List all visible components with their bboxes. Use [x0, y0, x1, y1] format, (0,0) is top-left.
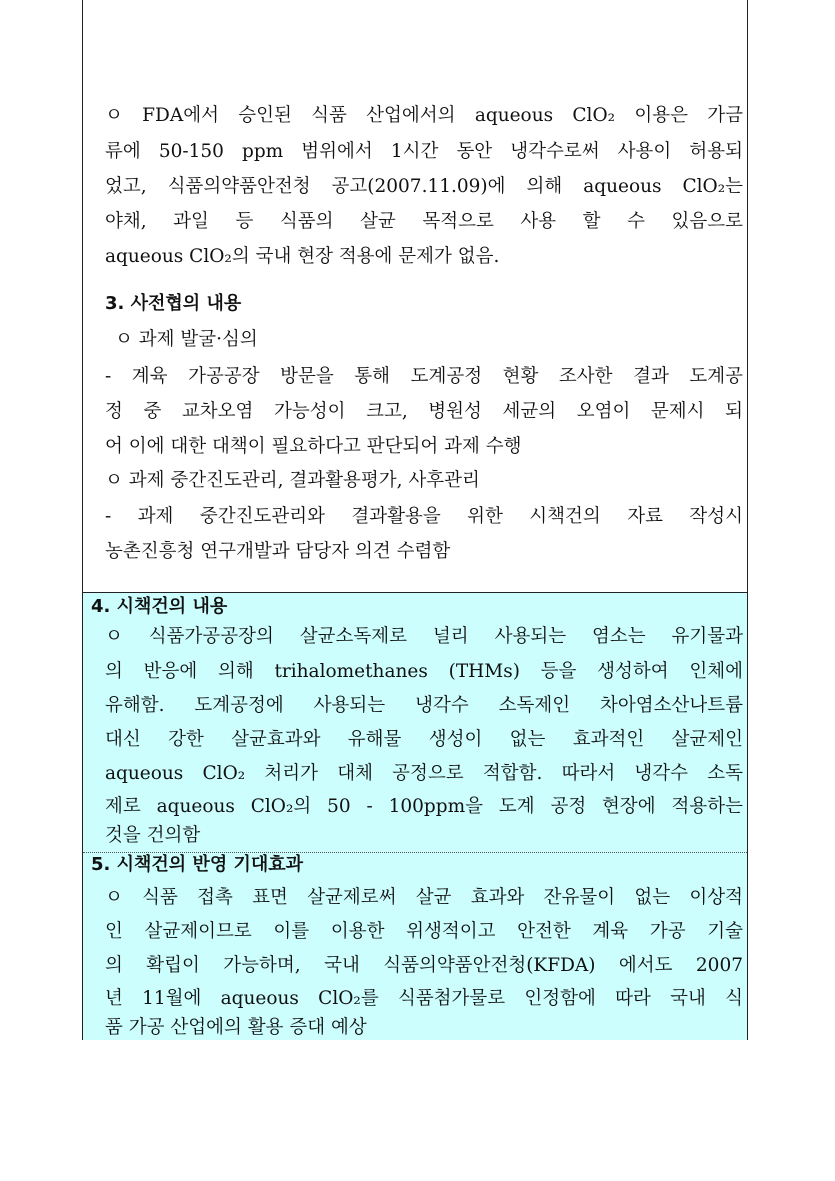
paragraph-line: ㅇ 식품가공공장의 살균소독제로 널리 사용되는 염소는 유기물과: [105, 626, 743, 647]
table-cell-section4: [83, 592, 747, 852]
paragraph-line: 야채, 과일 등 식품의 살균 목적으로 사용 할 수 있음으로: [105, 211, 743, 232]
table-cell-section5: [83, 852, 747, 1040]
section4-heading: 4. 시책건의 내용: [91, 596, 228, 617]
paragraph-line: - 계육 가공공장 방문을 통해 도계공정 현황 조사한 결과 도계공: [105, 366, 743, 387]
paragraph-line: 어 이에 대한 대책이 필요하다고 판단되어 과제 수행: [105, 436, 522, 457]
paragraph-line: aqueous ClO₂의 국내 현장 적용에 문제가 없음.: [105, 246, 500, 267]
paragraph-line: 인 살균제이므로 이를 이용한 위생적이고 안전한 계육 가공 기술: [105, 921, 743, 942]
paragraph-line: 의 확립이 가능하며, 국내 식품의약품안전청(KFDA) 에서도 2007: [105, 955, 743, 976]
paragraph-line: ㅇ 식품 접촉 표면 살균제로써 살균 효과와 잔유물이 없는 이상적: [105, 887, 743, 908]
paragraph-line: aqueous ClO₂ 처리가 대체 공정으로 적합함. 따라서 냉각수 소독: [105, 763, 743, 784]
paragraph-line: 었고, 식품의약품안전청 공고(2007.11.09)에 의해 aqueous ClO₂는: [105, 176, 743, 197]
paragraph-line: 년 11월에 aqueous ClO₂를 식품첨가물로 인정함에 따라 국내 식: [105, 988, 743, 1009]
table-cell-section3: [83, 0, 747, 592]
paragraph-line: 것을 건의함: [105, 825, 201, 846]
paragraph-line: 품 가공 산업에의 활용 증대 예상: [105, 1017, 367, 1038]
bullet-line: ㅇ 과제 발굴·심의: [115, 329, 258, 350]
paragraph-line: 대신 강한 살균효과와 유해물 생성이 없는 효과적인 살균제인: [105, 729, 743, 750]
paragraph-line: 정 중 교차오염 가능성이 크고, 병원성 세균의 오염이 문제시 되: [105, 401, 743, 422]
document-table: [82, 0, 748, 1040]
paragraph-line: 류에 50-150 ppm 범위에서 1시간 동안 냉각수로써 사용이 허용되: [105, 141, 743, 162]
section3-heading: 3. 사전협의 내용: [105, 293, 242, 314]
section5-heading: 5. 시책건의 반영 기대효과: [91, 854, 304, 875]
paragraph-line: ㅇ FDA에서 승인된 식품 산업에서의 aqueous ClO₂ 이용은 가금: [105, 105, 743, 126]
paragraph-line: 유해함. 도계공정에 사용되는 냉각수 소독제인 차아염소산나트륨: [105, 695, 743, 716]
paragraph-line: 의 반응에 의해 trihalomethanes (THMs) 등을 생성하여 인체에: [105, 661, 743, 682]
paragraph-line: - 과제 중간진도관리와 결과활용을 위한 시책건의 자료 작성시: [105, 506, 743, 527]
paragraph-line: 농촌진흥청 연구개발과 담당자 의견 수렴함: [105, 541, 451, 562]
paragraph-line: 제로 aqueous ClO₂의 50 - 100ppm을 도계 공정 현장에 적용하는: [105, 796, 743, 817]
bullet-line: ㅇ 과제 중간진도관리, 결과활용평가, 사후관리: [105, 470, 480, 491]
